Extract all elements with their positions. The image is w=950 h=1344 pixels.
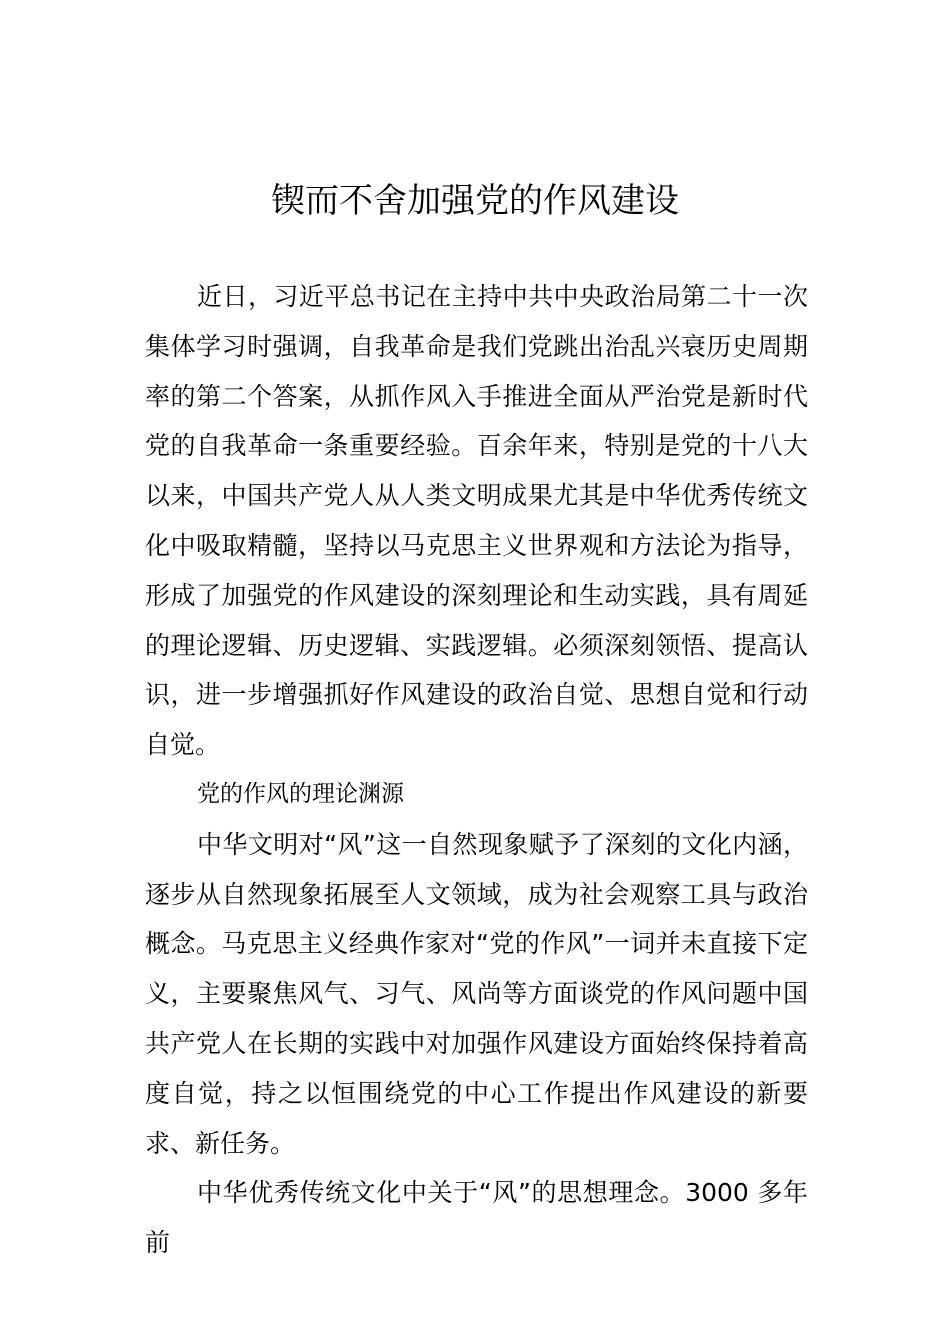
intro-paragraph: 近日，习近平总书记在主持中共中央政治局第二十一次集体学习时强调，自我革命是我们党跳出治乱兴衰历史周期率的第二个答案，从抓作风入手推进全面从严治党是新时代党的自我革命一条重要经验。百余年来，特别是党的十八大以来，中国共产党人从人类文明成果尤其是中华优秀传统文化中吸取精髓，坚持以马克思主义世界观和方法论为指导，形成了加强党的作风建设的深刻理论和生动实践，具有周延的理论逻辑、历史逻辑、实践逻辑。必须深刻领悟、提高认识，进一步增强抓好作风建设的政治自觉、思想自觉和行动自觉。 xyxy=(145,282,808,760)
section-paragraph-1: 中华文明对“风”这一自然现象赋予了深刻的文化内涵，逐步从自然现象拓展至人文领域，成为社会观察工具与政治概念。马克思主义经典作家对“党的作风”一词并未直接下定义，主要聚焦风气、习气、风尚等方面谈党的作风问题中国共产党人在长期的实践中对加强作风建设方面始终保持着高度自觉，持之以恒围绕党的中心工作提出作风建设的新要求、新任务。 xyxy=(145,829,808,1158)
document-title: 锲而不舍加强党的作风建设 xyxy=(271,181,679,221)
section-paragraph-2: 中华优秀传统文化中关于“风”的思想理念。3000 多年前 xyxy=(145,1178,808,1258)
document-body xyxy=(145,272,808,1268)
section-heading: 党的作风的理论渊源 xyxy=(197,780,404,807)
